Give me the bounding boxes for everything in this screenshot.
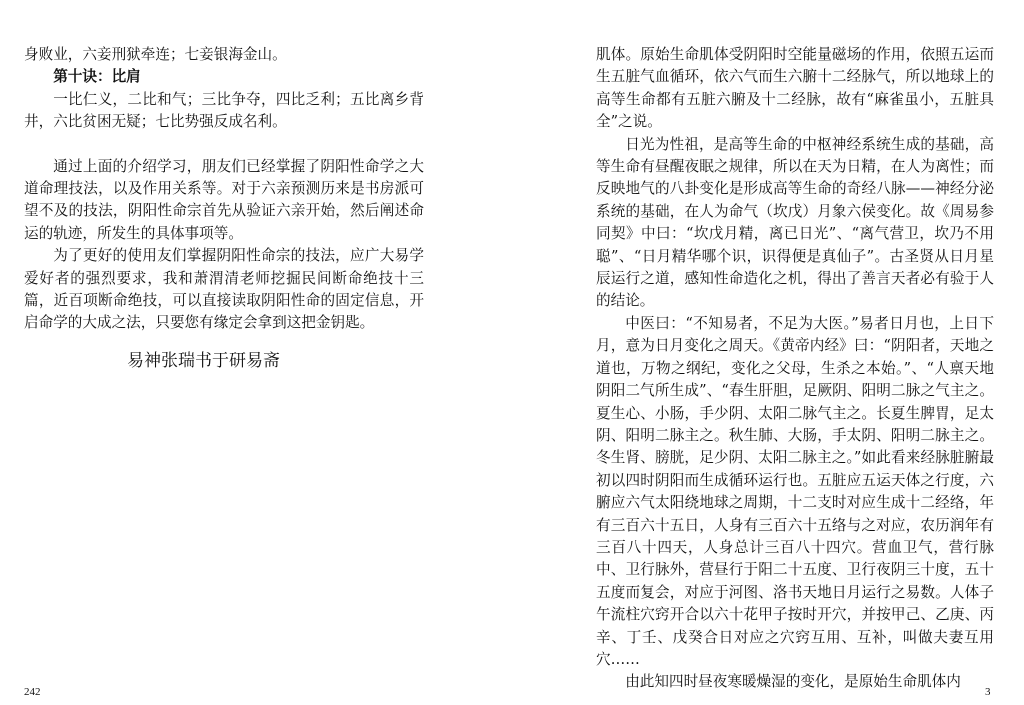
- left-paragraph-1: 身败业，六妾刑狱牵连；七妾银海金山。: [24, 46, 287, 63]
- right-page-number: 3: [985, 686, 991, 698]
- right-paragraph-4: 由此知四时昼夜寒暖燥湿的变化，是原始生命肌体内: [625, 673, 961, 691]
- right-paragraph-1: 肌体。原始生命肌体受阴阳时空能量磁场的作用，依照五运而生五脏气血循环，依六气而生六腑十二经脉气，所以地球上的高等生命都有五脏六腑及十二经脉，故有“麻雀虽小，五脏具全”之说。: [596, 46, 994, 131]
- right-text-column: [596, 44, 994, 694]
- left-text-column: [24, 44, 424, 335]
- right-page: [512, 0, 1024, 705]
- section-heading: 第十诀：比肩: [53, 68, 141, 86]
- left-paragraph-2: 一比仁义，二比和气；三比争夺，四比乏利；五比离乡背井，六比贫困无疑；七比势强反成名利。: [24, 90, 424, 131]
- left-paragraph-3: 通过上面的介绍学习，朋友们已经掌握了阴阳性命学之大道命理技法，以及作用关系等。对于六亲预测历来是书房派可望不及的技法，阴阳性命宗首先从验证六亲开始，然后阐述命运的轨迹，所发生的具体事项等。: [24, 157, 424, 242]
- left-page-number: 242: [24, 686, 41, 698]
- right-paragraph-2: 日光为性祖，是高等生命的中枢神经系统生成的基础，高等生命有昼醒夜眠之规律，所以在天为日精，在人为离性；而反映地气的八卦变化是形成高等生命的奇经八脉——神经分泌系统的基础，在人为命气（坎戊）月象六侯变化。故《周易参同契》中曰：“坎戊月精，离已日光”、“离气营卫，坎乃不用聪”、“日月精华哪个识，识得便是真仙子”。古圣贤从日月星辰运行之道，感知性命造化之机，得出了善言天者必有验于人的结论。: [596, 135, 994, 310]
- left-paragraph-4: 为了更好的使用友们掌握阴阳性命宗的技法，应广大易学爱好者的强烈要求，我和萧渭清老师挖掘民间断命绝技十三篇，近百项断命绝技，可以直接读取阴阳性命的固定信息，开启命学的大成之法，只要您有缘定会拿到这把金钥匙。: [24, 247, 424, 332]
- paragraph-gap: [24, 134, 424, 156]
- author-signature: 易神张瑞书于研易斋: [127, 351, 280, 371]
- right-paragraph-3: 中医曰：“不知易者，不足为大医。”易者日月也，上日下月，意为日月变化之周天。《黄帝内经》曰：“阴阳者，天地之道也，万物之纲纪，变化之父母，生杀之本始。”、“人禀天地阴阳二气所生成”、“春生肝胆，足厥阴、阳明二脉之气主之。夏生心、小肠，手少阴、太阳二脉气主之。长夏生脾胃，足太阴、阳明二脉主之。秋生肺、大肠，手太阴、阳明二脉主之。冬生肾、膀胱，足少阴、太阳二脉主之。”如此看来经脉脏腑最初以四时阴阳而生成循环运行也。五脏应五运天体之行度，六腑应六气太阳绕地球之周期，十二支时对应生成十二经络，年有三百六十五日，人身有三百六十五络与之对应，农历润年有三百八十四天，人身总计三百八十四穴。营血卫气，营行脉中、卫行脉外，营昼行于阳二十五度、卫行夜阴三十度，五十五度而复会，对应于河图、洛书天地日月运行之易数。人体子午流柱穴窍开合以六十花甲子按时开穴，并按甲己、乙庚、丙辛、丁壬、戊癸合日对应之穴窍互用、互补，叫做夫妻互用穴……: [596, 314, 994, 668]
